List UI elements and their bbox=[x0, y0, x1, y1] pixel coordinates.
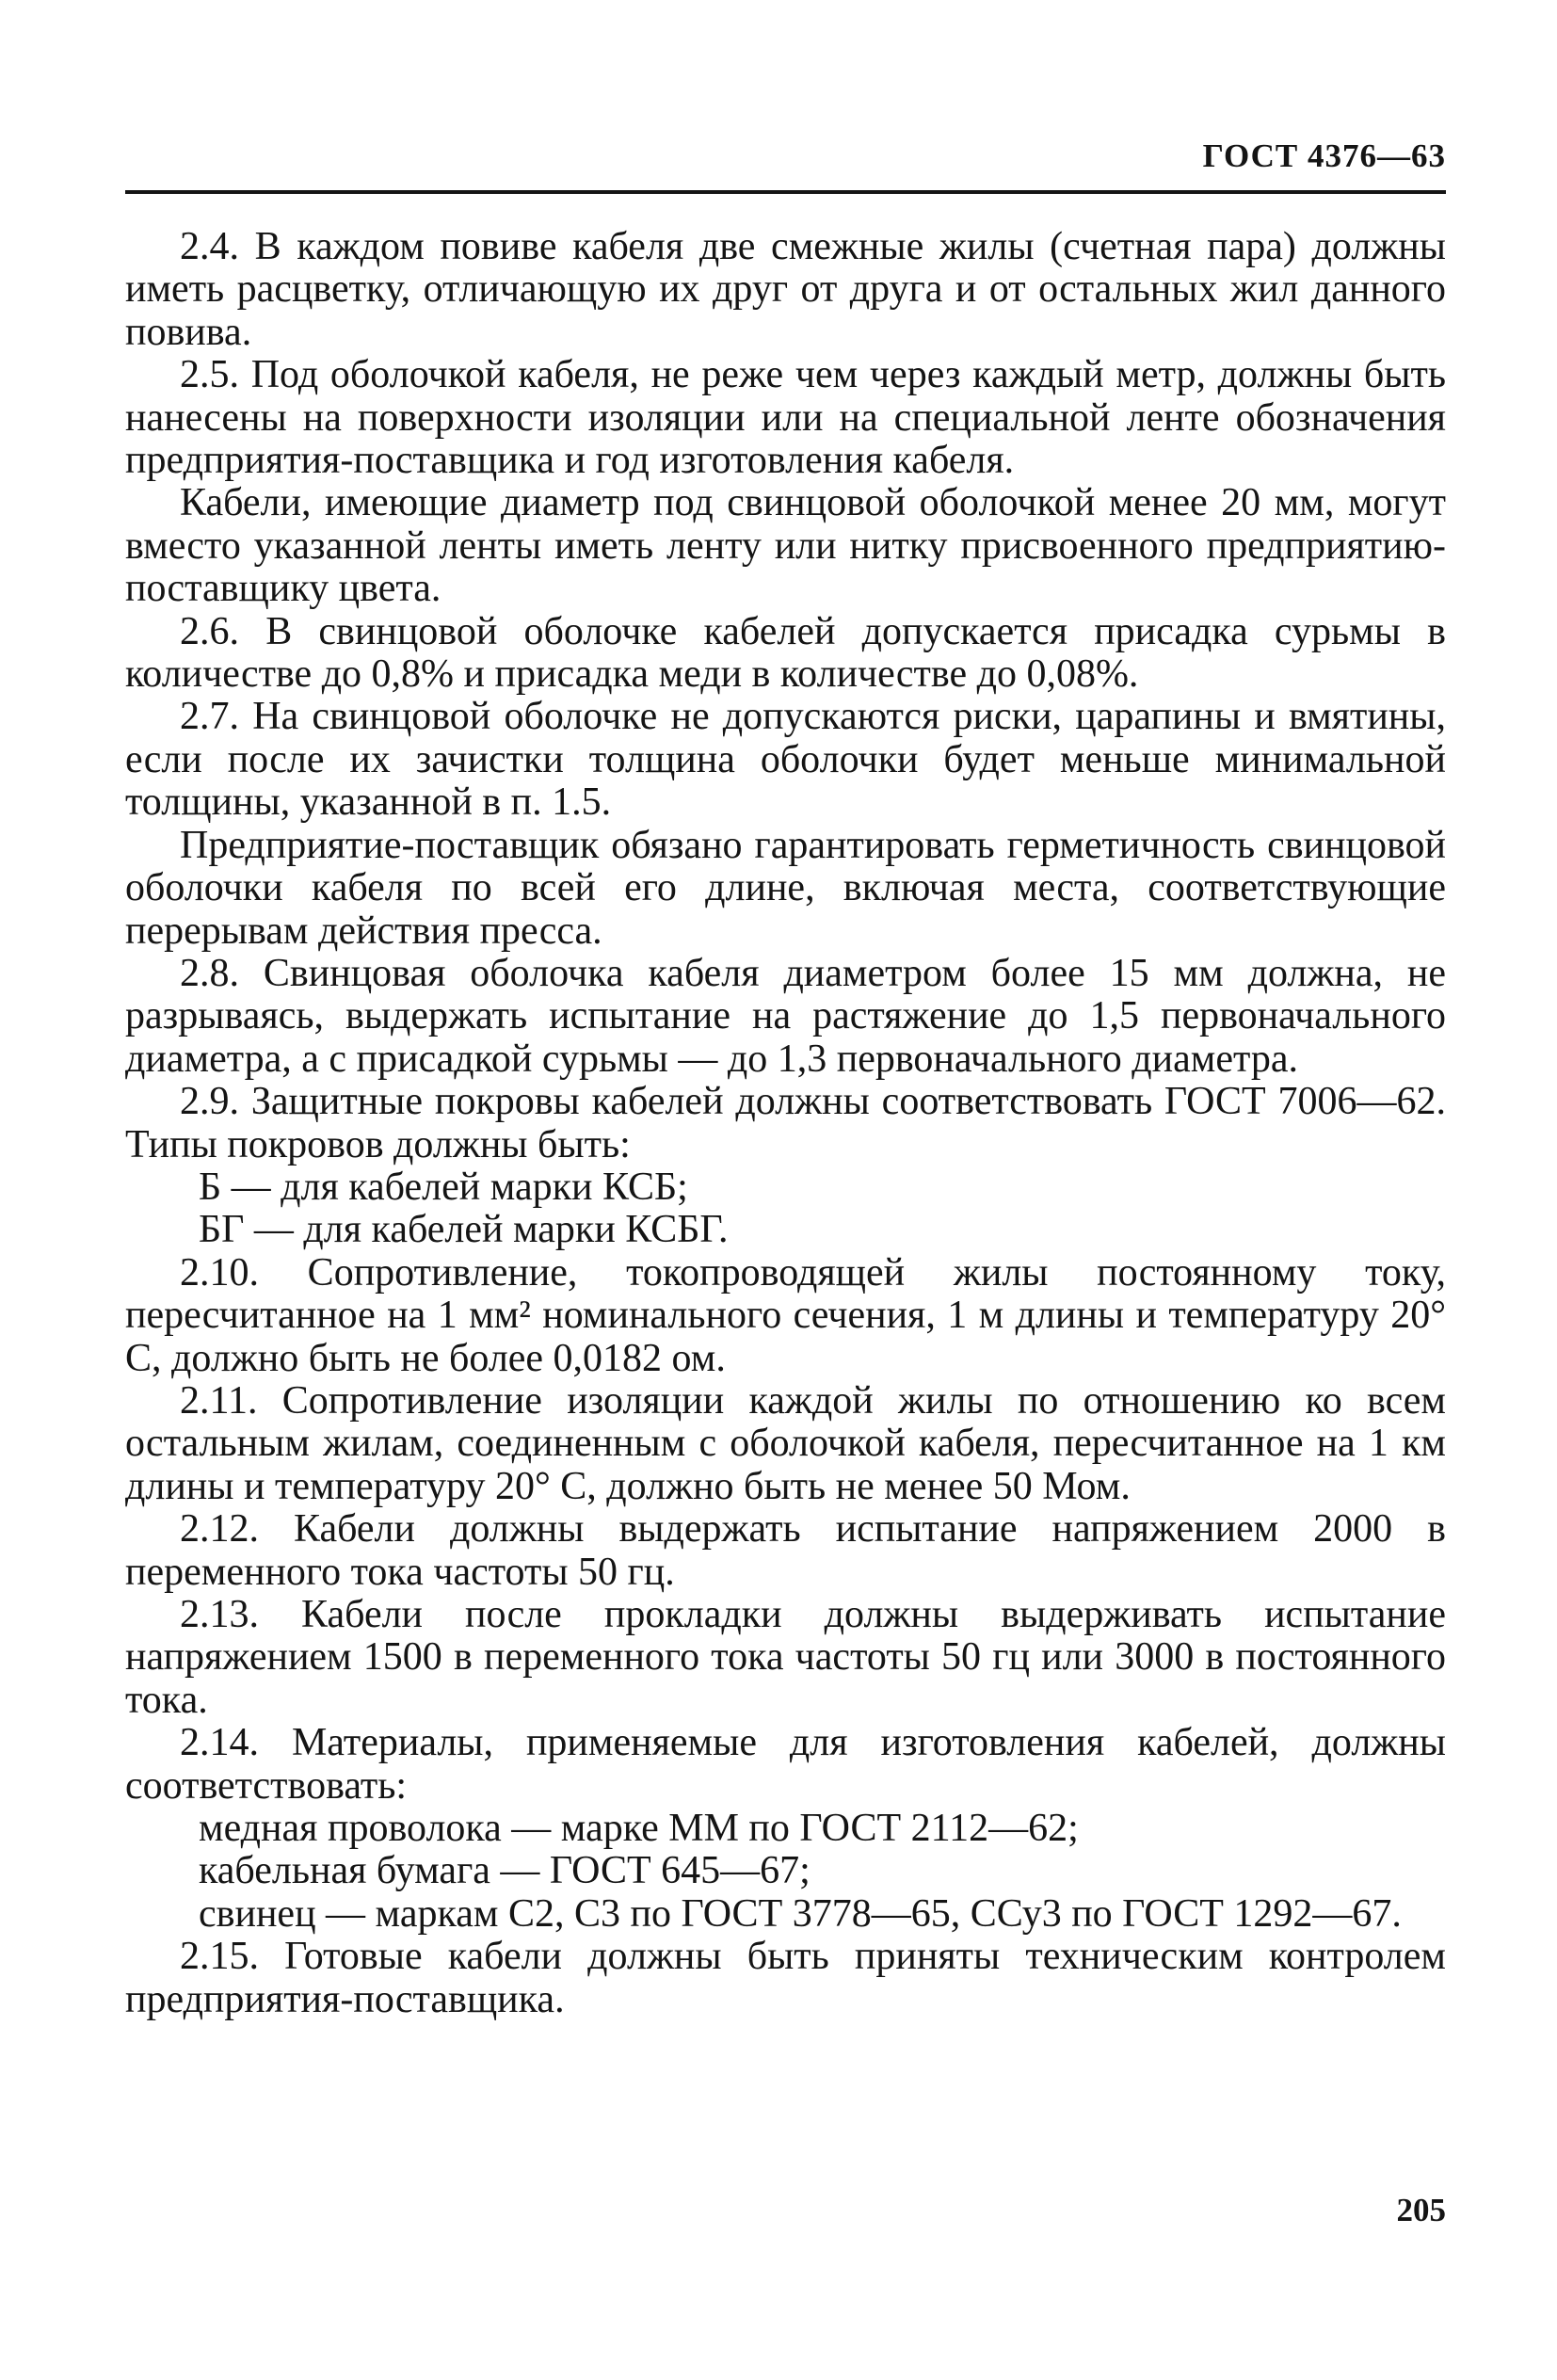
paragraph-2-9: 2.9. Защитные покровы кабелей должны соответствовать ГОСТ 7006—62. Типы покровов должны быть: bbox=[125, 1080, 1446, 1166]
material-lead: свинец — маркам С2, С3 по ГОСТ 3778—65, ССу3 по ГОСТ 1292—67. bbox=[199, 1891, 1402, 1936]
document-body bbox=[125, 226, 1446, 2021]
paragraph-2-11: 2.11. Сопротивление изоляции каждой жилы по отношению ко всем остальным жилам, соединенным с оболочкой кабеля, пересчитанное на 1 км длины и температуру 20° С, должно быть не менее 50 Мом. bbox=[125, 1378, 1446, 1508]
paragraph-2-10: 2.10. Сопротивление, токопроводящей жилы постоянному току, пересчитанное на 1 мм² номинального сечения, 1 м длины и температуру 20° С, должно быть не более 0,0182 ом. bbox=[125, 1250, 1446, 1380]
paragraph-2-15: 2.15. Готовые кабели должны быть приняты техническим контролем предприятия-поставщика. bbox=[125, 1935, 1446, 2021]
paragraph-2-8: 2.8. Свинцовая оболочка кабеля диаметром более 15 мм должна, не разрываясь, выдержать испытание на растяжение до 1,5 первоначального диаметра, а с присадкой сурьмы — до 1,3 первоначального диаметра. bbox=[125, 951, 1446, 1081]
paragraph-2-13: 2.13. Кабели после прокладки должны выдерживать испытание напряжением 1500 в переменного тока частоты 50 гц или 3000 в постоянного тока. bbox=[125, 1593, 1446, 1722]
material-paper: кабельная бумага — ГОСТ 645—67; bbox=[199, 1849, 811, 1893]
material-copper: медная проволока — марке ММ по ГОСТ 2112—62; bbox=[199, 1807, 1079, 1851]
cover-type-bg: БГ — для кабелей марки КСБГ. bbox=[199, 1208, 729, 1252]
header-rule bbox=[125, 190, 1446, 194]
paragraph-2-6: 2.6. В свинцовой оболочке кабелей допускается присадка сурьмы в количестве до 0,8% и присадка меди в количестве до 0,08%. bbox=[125, 609, 1446, 697]
page-header-standard: ГОСТ 4376—63 bbox=[1202, 137, 1446, 174]
paragraph-2-5-note: Кабели, имеющие диаметр под свинцовой оболочкой менее 20 мм, могут вместо указанной ленты иметь ленту или нитку присвоенного предприятию-поставщику цвета. bbox=[125, 481, 1446, 611]
paragraph-2-5: 2.5. Под оболочкой кабеля, не реже чем через каждый метр, должны быть нанесены на поверхности изоляции или на специальной ленте обозначения предприятия-поставщика и год изготовления кабеля. bbox=[125, 353, 1446, 483]
paragraph-2-12: 2.12. Кабели должны выдержать испытание напряжением 2000 в переменного тока частоты 50 гц. bbox=[125, 1507, 1446, 1594]
paragraph-2-7-note: Предприятие-поставщик обязано гарантировать герметичность свинцовой оболочки кабеля по всей его длине, включая места, соответствующие перерывам действия пресса. bbox=[125, 823, 1446, 953]
cover-type-b: Б — для кабелей марки КСБ; bbox=[199, 1165, 688, 1209]
page-number: 205 bbox=[1396, 2192, 1446, 2228]
paragraph-2-14: 2.14. Материалы, применяемые для изготовления кабелей, должны соответствовать: bbox=[125, 1721, 1446, 1808]
paragraph-2-4: 2.4. В каждом повиве кабеля две смежные жилы (счетная пара) должны иметь расцветку, отличающую их друг от друга и от остальных жил данного повива. bbox=[125, 225, 1446, 354]
paragraph-2-7: 2.7. На свинцовой оболочке не допускаются риски, царапины и вмятины, если после их зачистки толщина оболочки будет меньше минимальной толщины, указанной в п. 1.5. bbox=[125, 695, 1446, 825]
